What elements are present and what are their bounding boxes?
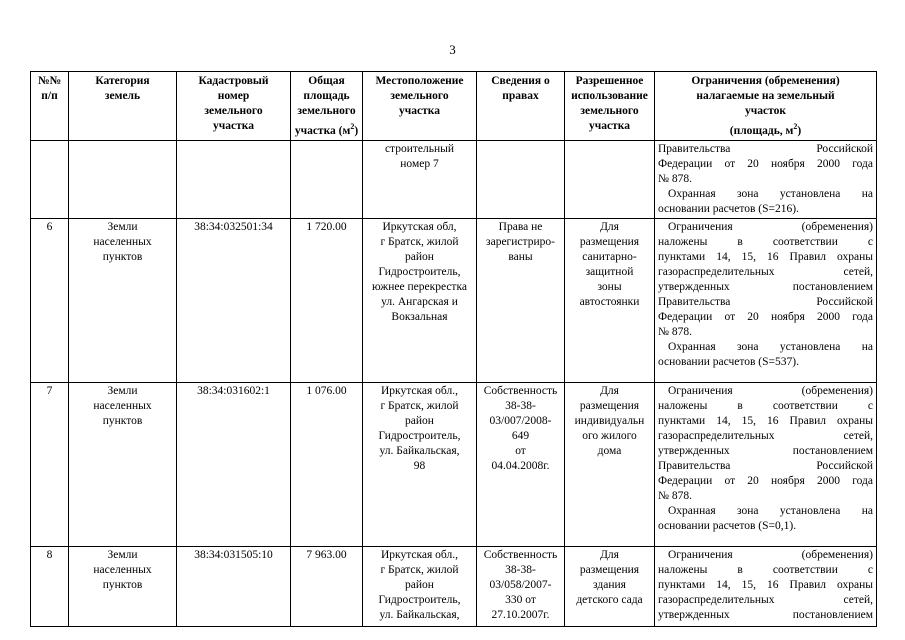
cadastral-number-cell: 38:34:031505:10 bbox=[177, 546, 291, 626]
rights-cell: Собственность 38-38- 03/058/2007- 330 от 27.10.2007г. bbox=[477, 546, 565, 626]
row-number-cell: 7 bbox=[31, 382, 69, 546]
header-rights: Сведения о правах bbox=[477, 72, 565, 141]
page-number: 3 bbox=[449, 42, 456, 57]
area-cell: 1 076.00 bbox=[291, 382, 363, 546]
area-cell: 7 963.00 bbox=[291, 546, 363, 626]
land-plots-table bbox=[30, 71, 877, 627]
header-area: Общая площадь земельного участка $(м^2)$ bbox=[291, 72, 363, 141]
cadastral-number-cell: 38:34:031602:1 bbox=[177, 382, 291, 546]
restrictions-cell: Ограничения (обременения) наложены в соответствии с пунктами 14, 15, 16 Правил охраны газораспределительных сетей, утвержденных постановлением Правительства Российской Федерации от 20 ноября 2000 года № 878. Охранная зона установлена на основании расчетов (S=537). bbox=[655, 218, 877, 382]
header-location: Местоположение земельного участка bbox=[363, 72, 477, 141]
header-category: Категория земель bbox=[69, 72, 177, 141]
location-cell: Иркутская обл., г Братск, жилой район Гидростроитель, ул. Байкальская, 98 bbox=[363, 382, 477, 546]
row-number-cell: 8 bbox=[31, 546, 69, 626]
rights-cell bbox=[477, 140, 565, 218]
row-number-cell: 6 bbox=[31, 218, 69, 382]
row-number-cell bbox=[31, 140, 69, 218]
rights-cell: Права не зарегистриро- ваны bbox=[477, 218, 565, 382]
rights-cell: Собственность 38-38- 03/007/2008- 649 от 04.04.2008г. bbox=[477, 382, 565, 546]
area-cell bbox=[291, 140, 363, 218]
table-row bbox=[31, 140, 877, 218]
usage-cell: Для размещения индивидуальн ого жилого дома bbox=[565, 382, 655, 546]
category-cell bbox=[69, 140, 177, 218]
category-cell: Земли населенных пунктов bbox=[69, 382, 177, 546]
category-cell: Земли населенных пунктов bbox=[69, 218, 177, 382]
restrictions-cell: Ограничения (обременения) наложены в соответствии с пунктами 14, 15, 16 Правил охраны газораспределительных сетей, утвержденных постановлением bbox=[655, 546, 877, 626]
header-restrictions: Ограничения (обременения) налагаемые на земельный участок (площадь, $м^2$) bbox=[655, 72, 877, 141]
cadastral-number-cell bbox=[177, 140, 291, 218]
header-num: №№ п/п bbox=[31, 72, 69, 141]
usage-cell bbox=[565, 140, 655, 218]
header-usage: Разрешенное использование земельного участка bbox=[565, 72, 655, 141]
table-row bbox=[31, 382, 877, 546]
restrictions-cell: Ограничения (обременения) наложены в соответствии с пунктами 14, 15, 16 Правил охраны газораспределительных сетей, утвержденных постановлением Правительства Российской Федерации от 20 ноября 2000 года № 878. Охранная зона установлена на основании расчетов (S=0,1). bbox=[655, 382, 877, 546]
usage-cell: Для размещения здания детского сада bbox=[565, 546, 655, 626]
location-cell: Иркутская обл, г Братск, жилой район Гидростроитель, южнее перекрестка ул. Ангарская и Вокзальная bbox=[363, 218, 477, 382]
restrictions-cell: Правительства Российской Федерации от 20 ноября 2000 года № 878. Охранная зона установлена на основании расчетов (S=216). bbox=[655, 140, 877, 218]
location-cell: строительный номер 7 bbox=[363, 140, 477, 218]
table-row bbox=[31, 546, 877, 626]
usage-cell: Для размещения санитарно- защитной зоны автостоянки bbox=[565, 218, 655, 382]
cadastral-number-cell: 38:34:032501:34 bbox=[177, 218, 291, 382]
area-cell: 1 720.00 bbox=[291, 218, 363, 382]
category-cell: Земли населенных пунктов bbox=[69, 546, 177, 626]
location-cell: Иркутская обл., г Братск, жилой район Гидростроитель, ул. Байкальская, bbox=[363, 546, 477, 626]
table-row bbox=[31, 218, 877, 382]
header-cadastral: Кадастровый номер земельного участка bbox=[177, 72, 291, 141]
header-row bbox=[31, 72, 877, 141]
